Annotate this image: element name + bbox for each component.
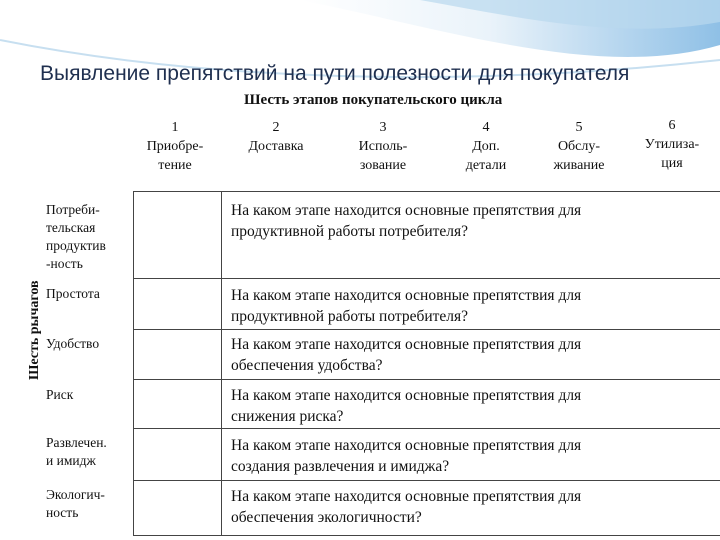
stage-number: 5 (575, 120, 583, 135)
stage-header-2 (240, 118, 312, 156)
grid-line (133, 191, 720, 192)
grid-line (133, 278, 720, 279)
stage-label: Доставка (248, 139, 304, 154)
table-subtitle: Шесть этапов покупательского цикла (244, 92, 503, 108)
row-question: На каком этапе находится основные препятствия для обеспечения удобства? (231, 336, 582, 374)
stage-label: Исполь- зование (358, 139, 408, 173)
row-question: На каком этапе находится основные препятствия для продуктивной работы потребителя? (231, 287, 582, 325)
stage-number: 3 (379, 120, 387, 135)
lever-label: Риск (46, 387, 74, 402)
stage-label: Доп. детали (465, 139, 507, 173)
lever-label: Потреби- тельская продуктив -ность (46, 202, 106, 271)
row-question: На каком этапе находится основные препятствия для снижения риска? (231, 387, 582, 425)
lever-label: Удобство (46, 336, 100, 351)
grid-line (133, 535, 720, 536)
stage-number: 2 (272, 120, 280, 135)
stage-label: Утилиза- ция (644, 137, 700, 171)
stage-number: 6 (668, 118, 676, 133)
row-question: На каком этапе находится основные препятствия для продуктивной работы потребителя? (231, 202, 582, 240)
stage-header-6 (636, 116, 708, 173)
stage-label: Приобре- тение (146, 139, 204, 173)
grid-line (133, 480, 720, 481)
stage-header-3 (347, 118, 419, 175)
row-question: На каком этапе находится основные препятствия для создания развлечения и имиджа? (231, 437, 582, 475)
grid-line (221, 191, 222, 536)
grid-line (133, 191, 134, 536)
stage-header-5 (543, 118, 615, 175)
lever-label: Простота (46, 286, 100, 301)
grid-line (133, 379, 720, 380)
lever-label: Развлечен. и имидж (46, 435, 107, 468)
levers-axis-label: Шесть рычагов (27, 280, 42, 380)
row-question: На каком этапе находится основные препятствия для обеспечения экологичности? (231, 488, 582, 526)
stage-header-1 (145, 118, 205, 175)
lever-label: Экологич- ность (46, 487, 105, 520)
stage-label: Обслу- живание (553, 139, 605, 173)
stage-number: 4 (482, 120, 490, 135)
grid-line (133, 428, 720, 429)
stage-header-4 (450, 118, 522, 175)
grid-line (133, 329, 720, 330)
stage-number: 1 (171, 120, 179, 135)
page-title: Выявление препятствий на пути полезности для покупателя (40, 62, 630, 85)
